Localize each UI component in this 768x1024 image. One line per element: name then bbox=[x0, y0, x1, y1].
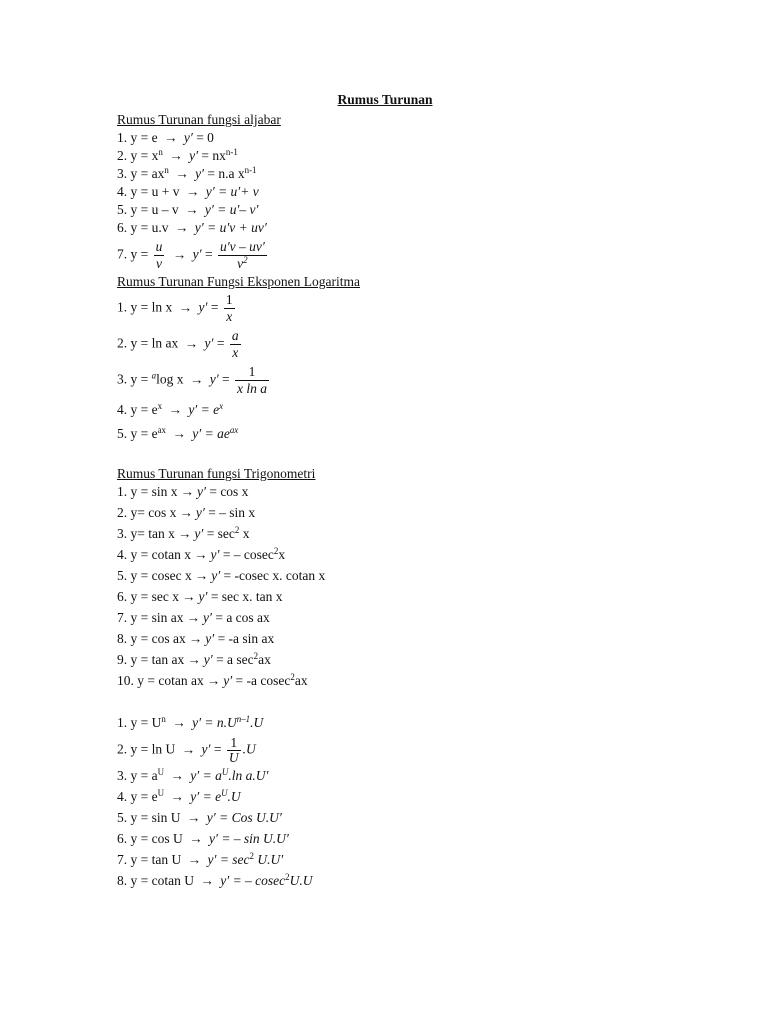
y-prime: y′ bbox=[209, 371, 219, 387]
arrow-icon: → bbox=[194, 568, 209, 583]
formula-line bbox=[117, 872, 717, 890]
y-prime: y′ bbox=[198, 589, 208, 604]
section-heading-eksponen: Rumus Turunan Fungsi Eksponen Logaritma bbox=[117, 274, 361, 289]
fraction bbox=[235, 364, 269, 397]
section-heading-aljabar: Rumus Turunan fungsi aljabar bbox=[117, 112, 281, 127]
formula-lhs: 3. y= tan x bbox=[117, 526, 175, 541]
equals-sign: = bbox=[210, 299, 219, 315]
fraction-denominator: U bbox=[228, 750, 239, 765]
formula-line bbox=[117, 609, 717, 627]
y-prime: y′ bbox=[183, 130, 193, 145]
exponent: 2 bbox=[253, 651, 259, 662]
y-prime: y′ bbox=[211, 568, 221, 583]
exponent: 2 bbox=[290, 672, 295, 683]
formula-lhs: 2. y = ln U bbox=[117, 741, 176, 757]
exponent: n-1 bbox=[225, 147, 238, 158]
y-prime: y′ bbox=[205, 184, 215, 199]
arrow-icon: → bbox=[185, 184, 200, 199]
formula-rhs: = nx bbox=[201, 148, 226, 163]
formula-rhs-tail: x bbox=[278, 547, 286, 562]
fraction bbox=[218, 239, 267, 272]
arrow-icon: → bbox=[189, 831, 203, 846]
formula-lhs: 4. y = cotan x bbox=[117, 547, 191, 562]
formula-rhs: = – sin x bbox=[208, 505, 256, 520]
fraction-denominator: x bbox=[230, 344, 241, 361]
fraction-numerator: a bbox=[231, 328, 239, 343]
y-prime: y′ bbox=[208, 831, 218, 846]
exponent: 2 bbox=[243, 255, 248, 266]
formula-line bbox=[117, 546, 717, 564]
y-prime: y′ bbox=[189, 148, 199, 163]
formula-rhs: = – sin U.U′ bbox=[221, 831, 289, 846]
arrow-icon: → bbox=[172, 246, 187, 262]
exponent: U bbox=[221, 767, 229, 778]
y-prime: y′ bbox=[192, 715, 202, 730]
formula-rhs-tail: .U bbox=[242, 741, 256, 757]
y-prime: y′ bbox=[220, 873, 230, 888]
equals-sign: = bbox=[204, 246, 213, 262]
formula-lhs: 5. y = cosec x bbox=[117, 568, 192, 583]
formula-rhs-tail: .ln a.U′ bbox=[228, 768, 269, 783]
formula-rhs: = -a sin ax bbox=[217, 631, 275, 646]
formula-lhs: 10. y = cotan ax bbox=[117, 673, 204, 688]
fraction-denominator: v bbox=[154, 255, 165, 272]
formula-line bbox=[117, 364, 717, 397]
fraction-numerator: 1 bbox=[248, 364, 256, 379]
y-prime: y′ bbox=[194, 526, 204, 541]
fraction-numerator: 1 bbox=[225, 292, 233, 307]
y-prime: y′ bbox=[195, 166, 205, 181]
arrow-icon: → bbox=[187, 652, 201, 667]
formula-lhs: 4. y = e bbox=[117, 789, 158, 804]
formula-line bbox=[117, 504, 717, 522]
exponent: n bbox=[161, 714, 166, 725]
formula-rhs-tail: ax bbox=[258, 652, 271, 667]
formula-lhs: 4. y = u + v bbox=[117, 184, 180, 199]
formula-lhs: 5. y = u – v bbox=[117, 202, 179, 217]
formula-rhs: = a sec bbox=[216, 652, 254, 667]
formula-lhs: 2. y = ln ax bbox=[117, 335, 179, 351]
arrow-icon: → bbox=[187, 852, 202, 867]
trig-formula-list bbox=[117, 483, 717, 690]
y-prime: y′ bbox=[194, 220, 204, 235]
formula-rhs: = sec x. tan x bbox=[210, 589, 283, 604]
log-expression: log x bbox=[156, 371, 184, 387]
y-prime: y′ bbox=[203, 652, 213, 667]
formula-rhs: = sec bbox=[219, 852, 250, 867]
formula-rhs: = – cosec bbox=[232, 873, 286, 888]
fraction-denominator-base: v bbox=[237, 256, 244, 271]
arrow-icon: → bbox=[168, 402, 182, 417]
formula-lhs: 1. y = sin x bbox=[117, 484, 178, 499]
spacer bbox=[117, 690, 717, 712]
arrow-icon: → bbox=[172, 715, 186, 730]
arrow-icon: → bbox=[178, 299, 193, 315]
formula-line bbox=[117, 672, 717, 690]
y-prime: y′ bbox=[204, 202, 214, 217]
formula-lhs: 1. y = e bbox=[117, 130, 158, 145]
formula-line bbox=[117, 129, 717, 147]
formula-rhs-tail: U.U bbox=[289, 873, 313, 888]
formula-lhs: 1. y = ln x bbox=[117, 299, 173, 315]
formula-lhs: 5. y = e bbox=[117, 426, 158, 441]
formula-rhs: = u′v + uv′ bbox=[207, 220, 267, 235]
exponent: x bbox=[157, 401, 163, 412]
arrow-icon: → bbox=[193, 547, 208, 562]
formula-lhs: 7. y = bbox=[117, 246, 149, 262]
fraction-numerator: u bbox=[155, 239, 163, 254]
arrow-icon: → bbox=[163, 130, 178, 145]
arrow-icon: → bbox=[200, 873, 214, 888]
formula-rhs-tail: U.U′ bbox=[254, 852, 284, 867]
fraction bbox=[227, 736, 241, 765]
y-prime: y′ bbox=[188, 402, 198, 417]
y-prime: y′ bbox=[223, 673, 233, 688]
formula-rhs-tail: x bbox=[239, 526, 250, 541]
formula-line bbox=[117, 736, 717, 765]
exponent: n–1 bbox=[236, 714, 251, 725]
y-prime: y′ bbox=[203, 610, 212, 625]
fraction-denominator bbox=[218, 255, 267, 272]
formula-rhs-tail: ax bbox=[294, 673, 308, 688]
y-prime: y′ bbox=[205, 631, 215, 646]
equals-sign: = bbox=[213, 741, 222, 757]
fraction bbox=[224, 292, 235, 325]
formula-line bbox=[117, 147, 717, 165]
spacer bbox=[117, 443, 717, 465]
y-prime: y′ bbox=[192, 246, 202, 262]
formula-rhs: = ae bbox=[204, 426, 230, 441]
formula-line bbox=[117, 401, 717, 419]
formula-lhs: 6. y = sec x bbox=[117, 589, 179, 604]
exponent: ax bbox=[229, 425, 239, 436]
equals-sign: = bbox=[216, 335, 225, 351]
formula-rhs: = u′+ v bbox=[218, 184, 259, 199]
log-base: a bbox=[151, 370, 157, 381]
formula-lhs: 1. y = U bbox=[117, 715, 162, 730]
formula-line bbox=[117, 239, 717, 272]
formula-line bbox=[117, 201, 717, 219]
formula-line bbox=[117, 525, 717, 543]
fraction-denominator: x ln a bbox=[237, 381, 268, 396]
arrow-icon: → bbox=[186, 610, 200, 625]
y-prime: y′ bbox=[206, 810, 216, 825]
fraction bbox=[230, 328, 241, 361]
exponent: ax bbox=[157, 425, 167, 436]
fraction-numerator: u′v – uv′ bbox=[219, 239, 265, 254]
formula-lhs: 7. y = tan U bbox=[117, 852, 182, 867]
arrow-icon: → bbox=[174, 220, 189, 235]
formula-lhs: 2. y= cos x bbox=[117, 505, 177, 520]
formula-lhs: 4. y = e bbox=[117, 402, 158, 417]
formula-line bbox=[117, 651, 717, 669]
formula-line bbox=[117, 630, 717, 648]
document-page bbox=[117, 92, 717, 890]
formula-rhs-tail: .U bbox=[250, 715, 264, 730]
arrow-icon: → bbox=[189, 371, 204, 387]
exponent: U bbox=[157, 767, 165, 778]
exponent: 2 bbox=[273, 546, 279, 557]
section-heading-trigonometri: Rumus Turunan fungsi Trigonometri bbox=[117, 466, 316, 481]
arrow-icon: → bbox=[188, 631, 203, 646]
formula-lhs: 6. y = cos U bbox=[117, 831, 183, 846]
arrow-icon: → bbox=[170, 768, 184, 783]
formula-line bbox=[117, 851, 717, 869]
formula-rhs: = sec bbox=[206, 526, 235, 541]
formula-lhs: 5. y = sin U bbox=[117, 810, 181, 825]
formula-lhs: 3. y = ax bbox=[117, 166, 165, 181]
formula-line bbox=[117, 183, 717, 201]
y-prime: y′ bbox=[195, 505, 205, 520]
y-prime: y′ bbox=[192, 426, 202, 441]
y-prime: y′ bbox=[190, 789, 200, 804]
formula-line bbox=[117, 483, 717, 501]
y-prime: y′ bbox=[201, 741, 211, 757]
formula-rhs: = a bbox=[202, 768, 222, 783]
formula-rhs: = u′– v′ bbox=[217, 202, 259, 217]
formula-line bbox=[117, 328, 717, 361]
formula-rhs: = Cos U.U′ bbox=[219, 810, 282, 825]
formula-lhs: 3. y = a bbox=[117, 768, 158, 783]
arrow-icon: → bbox=[184, 335, 199, 351]
exponent: 2 bbox=[249, 851, 254, 862]
formula-lhs: 9. y = tan ax bbox=[117, 652, 185, 667]
formula-line bbox=[117, 425, 717, 443]
formula-rhs: = n.U bbox=[204, 715, 237, 730]
y-prime: y′ bbox=[190, 768, 200, 783]
exponent: n-1 bbox=[244, 165, 257, 176]
exponent: n bbox=[158, 147, 163, 158]
arrow-icon: → bbox=[206, 673, 221, 688]
y-prime: y′ bbox=[198, 299, 208, 315]
exponent: n bbox=[164, 165, 169, 176]
formula-rhs: = – cosec bbox=[222, 547, 274, 562]
formula-rhs: = a cos ax bbox=[215, 610, 270, 625]
y-prime: y′ bbox=[197, 484, 206, 499]
y-prime: y′ bbox=[207, 852, 217, 867]
fraction bbox=[154, 239, 165, 272]
fraction-denominator: x bbox=[224, 308, 235, 325]
arrow-icon: → bbox=[181, 589, 196, 604]
page-title: Rumus Turunan bbox=[337, 92, 433, 107]
formula-rhs: = -a cosec bbox=[235, 673, 291, 688]
formula-rhs: = -cosec x. cotan x bbox=[223, 568, 326, 583]
formula-rhs: = 0 bbox=[196, 130, 214, 145]
formula-lhs: 7. y = sin ax bbox=[117, 610, 184, 625]
formula-line bbox=[117, 588, 717, 606]
formula-rhs: = cos x bbox=[209, 484, 249, 499]
formula-rhs-tail: .U bbox=[227, 789, 241, 804]
formula-lhs: 2. y = x bbox=[117, 148, 159, 163]
formula-line bbox=[117, 788, 717, 806]
arrow-icon: → bbox=[172, 426, 186, 441]
exponent: U bbox=[157, 788, 165, 799]
fraction-numerator: 1 bbox=[230, 735, 238, 750]
arrow-icon: → bbox=[181, 741, 196, 757]
formula-line bbox=[117, 830, 717, 848]
formula-lhs: 8. y = cotan U bbox=[117, 873, 194, 888]
formula-line bbox=[117, 714, 717, 732]
y-prime: y′ bbox=[210, 547, 220, 562]
arrow-icon: → bbox=[177, 526, 192, 541]
y-prime: y′ bbox=[204, 335, 214, 351]
formula-rhs: = e bbox=[202, 789, 222, 804]
arrow-icon: → bbox=[175, 166, 189, 181]
arrow-icon: → bbox=[186, 810, 201, 825]
equals-sign: = bbox=[222, 371, 230, 387]
formula-line bbox=[117, 567, 717, 585]
exponent: 2 bbox=[285, 872, 290, 883]
formula-lhs: 8. y = cos ax bbox=[117, 631, 186, 646]
formula-lhs: 6. y = u.v bbox=[117, 220, 169, 235]
exponent: 2 bbox=[234, 525, 240, 536]
arrow-icon: → bbox=[179, 505, 193, 520]
formula-rhs: = n.a x bbox=[207, 166, 245, 181]
arrow-icon: → bbox=[170, 789, 184, 804]
composite-formula-list bbox=[117, 767, 717, 890]
formula-line bbox=[117, 292, 717, 325]
exponent: U bbox=[221, 788, 228, 799]
arrow-icon: → bbox=[180, 484, 194, 499]
formula-line bbox=[117, 809, 717, 827]
arrow-icon: → bbox=[169, 148, 183, 163]
formula-line bbox=[117, 165, 717, 183]
formula-line bbox=[117, 219, 717, 237]
arrow-icon: → bbox=[185, 202, 199, 217]
formula-line bbox=[117, 767, 717, 785]
exponent: x bbox=[219, 401, 224, 412]
formula-rhs: = e bbox=[200, 402, 220, 417]
formula-lhs: 3. y = bbox=[117, 371, 149, 387]
